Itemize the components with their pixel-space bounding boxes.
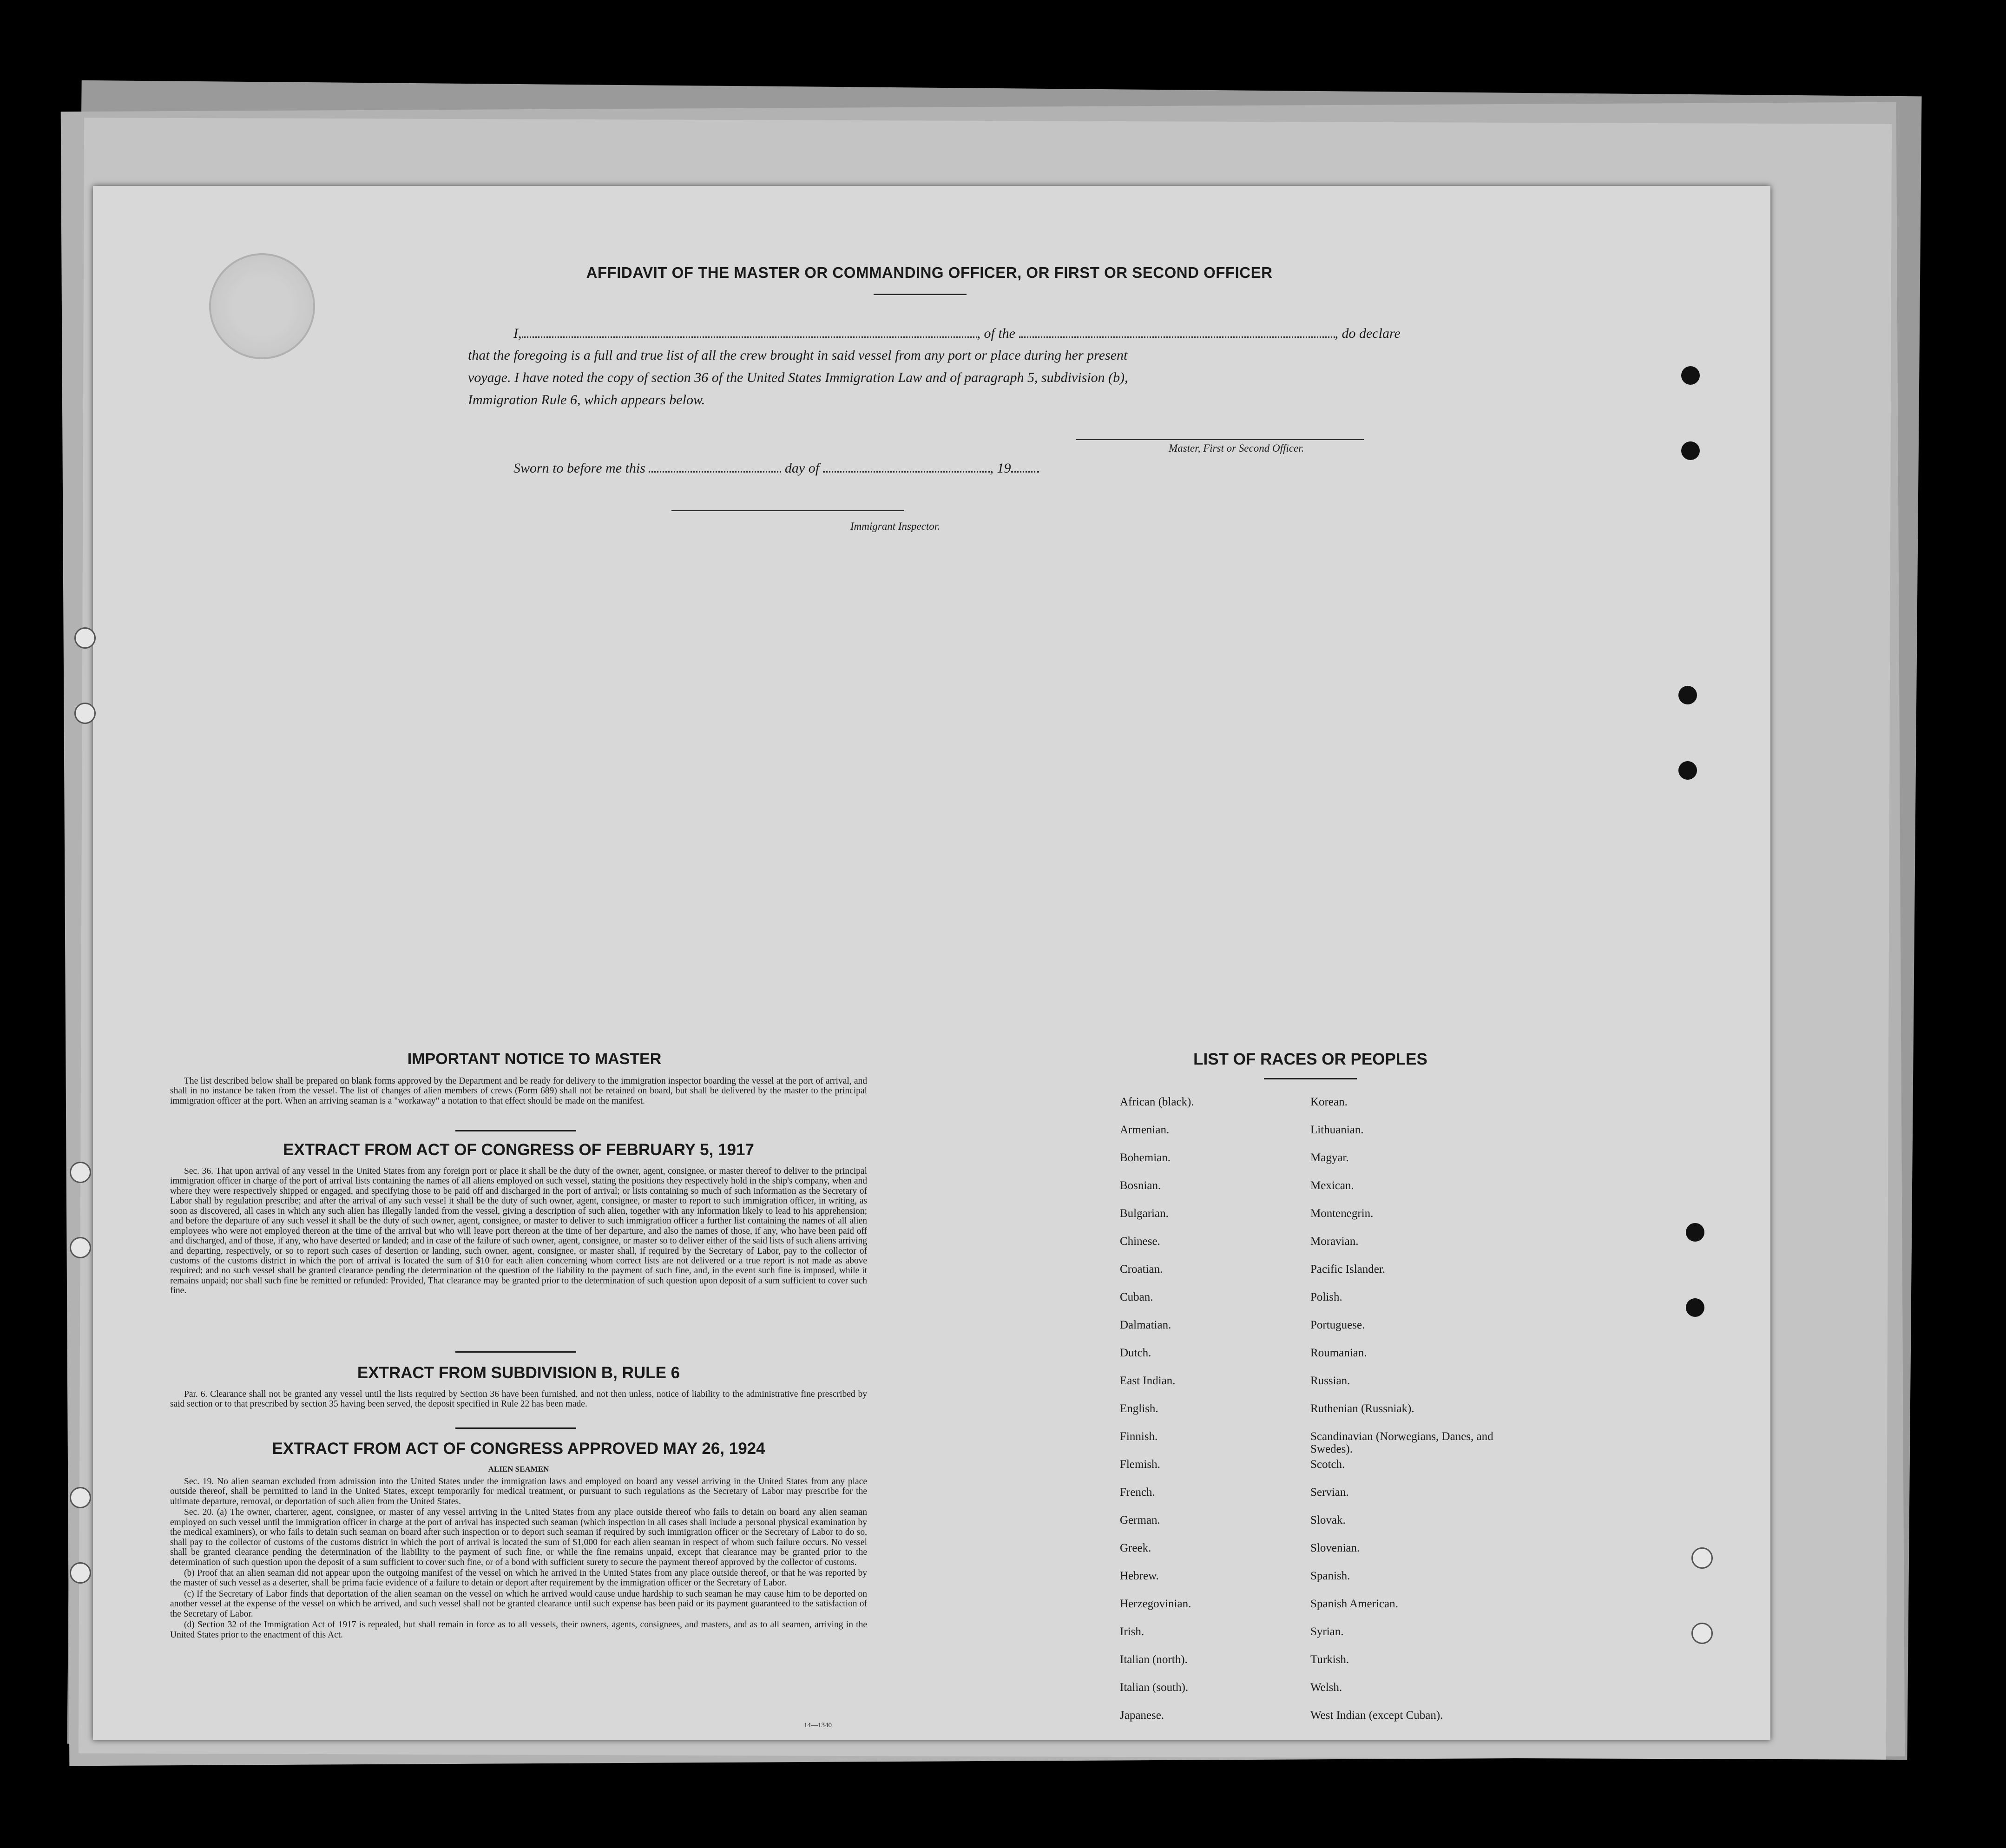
sworn-month-field[interactable] xyxy=(823,460,990,473)
affidavit-i: I, xyxy=(513,326,522,341)
master-signature-line[interactable] xyxy=(1076,439,1364,440)
extract-1924-paragraph: (c) If the Secretary of Labor finds that deportation of the alien seaman on the vessel on which he arrived would cause undue hardship to such seaman he may cause him to be deported on another vessel at the expense of the vessel on which he arrived, and such vessel shall not be granted clearance until such expense has been paid or its payment guaranteed to the satisfaction of the Secretary of Labor. xyxy=(170,1589,867,1619)
divider xyxy=(1264,1078,1357,1079)
race-item: Dalmatian. xyxy=(1120,1319,1171,1331)
race-item: Mexican. xyxy=(1310,1179,1354,1192)
extract-1924-paragraph: (d) Section 32 of the Immigration Act of 1917 is repealed, but shall remain in force as to all vessels, their owners, agents, consignees, and masters, and as to all seamen, arriving in the United States prior to the enactment of this Act. xyxy=(170,1620,867,1640)
extract-rule6-paragraph: Par. 6. Clearance shall not be granted any vessel until the lists required by Section 36 have been furnished, and not then unless, notice of liability to the administrative fine prescribed by said section or to that prescribed by section 35 having been served, the deposit specified in Rule 22 has been made. xyxy=(170,1389,867,1409)
punch-hole xyxy=(1686,1223,1704,1242)
extract-1924-title: EXTRACT FROM ACT OF CONGRESS APPROVED MAY 26, 1924 xyxy=(272,1440,765,1458)
affidavit-line-3: voyage. I have noted the copy of section 36 of the United States Immigration Law and of paragraph 5, subdivision (b), xyxy=(468,370,1128,385)
races-right-column xyxy=(1310,1096,1506,1737)
race-item: Magyar. xyxy=(1310,1151,1349,1164)
extract-1924-subtitle: ALIEN SEAMEN xyxy=(488,1465,549,1473)
punch-hole xyxy=(74,627,96,649)
extract-1924-paragraph: Sec. 20. (a) The owner, charterer, agent, consignee, or master of any vessel arriving in the United States from any place outside thereof who fails to detain on board any alien seaman employed on such vessel until the immigration officer in charge at the port of arrival has inspected such seaman (which inspection in all cases shall include a personal physical examination by the medical examiners), or who fails to detain such seaman on board after such inspection or to deport such seaman if required by such immigration officer or the Secretary of Labor to do so, shall pay to the collector of customs of the customs district in which the port of arrival is located the sum of $1,000 for each alien seaman in respect of whom such failure occurs. No vessel shall be granted clearance pending the determination of the liability to the payment of such fine, or while the fine remains unpaid, except that clearance may be granted prior to the determination of such question upon the deposit of a sum sufficient to cover such fine, or of a bond with sufficient surety to secure the payment thereof approved by the collector of customs. xyxy=(170,1507,867,1567)
extract-rule6-title: EXTRACT FROM SUBDIVISION B, RULE 6 xyxy=(357,1364,680,1382)
affidavit-declare: , do declare xyxy=(1335,326,1401,341)
affidavit-of-the: , of the xyxy=(977,326,1015,341)
race-item: East Indian. xyxy=(1120,1374,1176,1387)
race-item: Herzegovinian. xyxy=(1120,1598,1191,1610)
divider xyxy=(455,1130,576,1131)
race-item: Turkish. xyxy=(1310,1653,1349,1666)
race-item: Scandinavian (Norwegians, Danes, and Swedes). xyxy=(1310,1430,1493,1455)
race-item: Roumanian. xyxy=(1310,1347,1367,1359)
race-item: African (black). xyxy=(1120,1096,1194,1108)
master-signature-label: Master, First or Second Officer. xyxy=(1169,442,1304,454)
race-item: Syrian. xyxy=(1310,1625,1344,1638)
race-item: Scotch. xyxy=(1310,1458,1345,1471)
race-item: Polish. xyxy=(1310,1291,1342,1303)
affidavit-title: AFFIDAVIT OF THE MASTER OR COMMANDING OFFICER, OR FIRST OR SECOND OFFICER xyxy=(586,264,1273,281)
extract-1924-paragraph: Sec. 19. No alien seaman excluded from admission into the United States under the immigration laws and employed on board any vessel arriving in the United States from any place outside thereof, shall be permitted to land in the United States, except temporarily for medical treatment, or pursuant to such regulations as the Secretary of Labor may prescribe for the ultimate departure, removal, or deportation of such alien from the United States. xyxy=(170,1477,867,1506)
race-item: West Indian (except Cuban). xyxy=(1310,1709,1443,1722)
races-title: LIST OF RACES OR PEOPLES xyxy=(1193,1050,1427,1068)
sworn-label: Sworn to before me this xyxy=(513,460,645,476)
notice-paragraph: The list described below shall be prepared on blank forms approved by the Department and be ready for delivery to the immigration inspector boarding the vessel at the port of arrival, and shall in no instance be taken from the vessel. The list of changes of alien members of crews (Form 689) shall not be retained on board, but shall be delivered by the master to the principal immigration officer at the port. When an arriving seaman is a "workaway" a notation to that effect should be made on the manifest. xyxy=(170,1076,867,1106)
race-item: German. xyxy=(1120,1514,1160,1526)
race-item: Japanese. xyxy=(1120,1709,1164,1722)
seal-stamp xyxy=(209,253,315,359)
race-item: Irish. xyxy=(1120,1625,1144,1638)
race-item: Croatian. xyxy=(1120,1263,1163,1276)
extract-rule6-text xyxy=(170,1389,867,1410)
race-item: Bulgarian. xyxy=(1120,1207,1169,1220)
sworn-year: , 19 xyxy=(990,460,1011,476)
extract-1924-text xyxy=(170,1477,867,1641)
punch-hole xyxy=(1681,441,1700,460)
race-item: Bohemian. xyxy=(1120,1151,1171,1164)
races-list xyxy=(1120,1096,1538,1728)
notice-text xyxy=(170,1076,867,1107)
notice-title: IMPORTANT NOTICE TO MASTER xyxy=(407,1050,662,1068)
race-item: Slovenian. xyxy=(1310,1542,1360,1554)
race-item: Portuguese. xyxy=(1310,1319,1365,1331)
race-item: Finnish. xyxy=(1120,1430,1158,1443)
extract-1924-paragraph: (b) Proof that an alien seaman did not appear upon the outgoing manifest of the vessel on which he arrived in the United States from any place outside thereof, or that he was reported by the master of such vessel as a deserter, shall be prima facie evidence of a failure to detain or deport after requirement by the immigration officer or the Secretary of Labor. xyxy=(170,1568,867,1588)
race-item: Chinese. xyxy=(1120,1235,1160,1248)
sworn-year-field[interactable] xyxy=(1011,460,1039,473)
affidavit-line-1 xyxy=(513,325,1401,342)
race-item: French. xyxy=(1120,1486,1155,1499)
affidavit-line-2: that the foregoing is a full and true list of all the crew brought in said vessel from any port or place during her present xyxy=(468,348,1128,363)
race-item: Bosnian. xyxy=(1120,1179,1161,1192)
inspector-signature-line[interactable] xyxy=(671,510,904,511)
race-item: Flemish. xyxy=(1120,1458,1160,1471)
punch-hole xyxy=(1678,761,1697,780)
race-item: Russian. xyxy=(1310,1374,1350,1387)
extract-1917-title: EXTRACT FROM ACT OF CONGRESS OF FEBRUARY 5, 1917 xyxy=(283,1141,754,1159)
name-field[interactable] xyxy=(522,325,977,338)
divider xyxy=(455,1351,576,1353)
extract-1917-text xyxy=(170,1166,867,1297)
race-item: Welsh. xyxy=(1310,1681,1342,1694)
sworn-day-field[interactable] xyxy=(649,460,781,473)
race-item: English. xyxy=(1120,1402,1158,1415)
divider xyxy=(874,294,967,295)
punch-hole xyxy=(1686,1298,1704,1317)
race-item: Montenegrin. xyxy=(1310,1207,1374,1220)
race-item: Greek. xyxy=(1120,1542,1151,1554)
punch-hole xyxy=(70,1162,91,1183)
sworn-day-of: day of xyxy=(784,460,820,476)
race-item: Italian (north). xyxy=(1120,1653,1188,1666)
race-item: Pacific Islander. xyxy=(1310,1263,1386,1276)
race-item: Dutch. xyxy=(1120,1347,1151,1359)
punch-hole xyxy=(70,1487,91,1508)
vessel-field[interactable] xyxy=(1019,325,1335,338)
race-item: Italian (south). xyxy=(1120,1681,1189,1694)
race-item: Cuban. xyxy=(1120,1291,1153,1303)
race-item: Lithuanian. xyxy=(1310,1124,1364,1136)
race-item: Servian. xyxy=(1310,1486,1349,1499)
affidavit-line-4: Immigration Rule 6, which appears below. xyxy=(468,392,705,408)
race-item: Spanish American. xyxy=(1310,1598,1398,1610)
punch-hole xyxy=(70,1237,91,1258)
race-item: Ruthenian (Russniak). xyxy=(1310,1402,1414,1415)
punch-hole xyxy=(1678,686,1697,704)
punch-hole xyxy=(74,703,96,724)
inspector-label: Immigrant Inspector. xyxy=(850,520,940,532)
divider xyxy=(455,1427,576,1429)
race-item: Korean. xyxy=(1310,1096,1348,1108)
race-item: Hebrew. xyxy=(1120,1570,1159,1582)
race-item: Armenian. xyxy=(1120,1124,1170,1136)
race-item: Spanish. xyxy=(1310,1570,1350,1582)
races-left-column xyxy=(1120,1096,1306,1737)
punch-hole xyxy=(1691,1547,1713,1569)
race-item: Slovak. xyxy=(1310,1514,1346,1526)
extract-1917-paragraph: Sec. 36. That upon arrival of any vessel in the United States from any foreign port or place it shall be the duty of the owner, agent, consignee, or master thereof to deliver to the principal immigration officer in charge of the port of arrival lists containing the names of all aliens employed on such vessel, stating the positions they respectively hold in the ship's company, when and where they were respectively shipped or engaged, and specifying those to be paid off and discharged in the port of arrival; or lists containing so much of such information as the Secretary of Labor shall by regulation prescribe; and after the arrival of any such vessel it shall be the duty of such owner, agent, consignee, or master to report to such immigration officer, in writing, as soon as discovered, all cases in which any such alien has illegally landed from the vessel, giving a description of such alien, together with any information likely to lead to his apprehension; and before the departure of any such vessel it shall be the duty of such owner, agent, consignee, or master to deliver to such immigration officer a further list containing the names of all alien employees who were not employed thereon at the time of the arrival but who will leave port thereon at the time of her departure, and also the names of those, if any, who have been paid off and discharged, and of those, if any, who have deserted or landed; and in case of the failure of such owner, agent, consignee, or master so to deliver either of the said lists of such aliens arriving and departing, respectively, or so to report such cases of desertion or landing, such owner, agent, consignee, or master shall, if required by the Secretary of Labor, pay to the collector of customs of the customs district in which the port of arrival is located the sum of $10 for each alien concerning whom correct lists are not delivered or a true report is not made as above required; and no such vessel shall be granted clearance pending the determination of the question of the liability to the payment of such fine, and, in the event such fine is imposed, while it remains unpaid; nor shall such fine be remitted or refunded: Provided, That clearance may be granted prior to the determination of such question upon deposit of a sum sufficient to cover such fine. xyxy=(170,1166,867,1296)
form-number: 14—1340 xyxy=(804,1722,832,1729)
punch-hole xyxy=(70,1562,91,1584)
race-item: Moravian. xyxy=(1310,1235,1359,1248)
sworn-line xyxy=(513,460,1039,476)
punch-hole xyxy=(1691,1623,1713,1644)
punch-hole xyxy=(1681,366,1700,385)
